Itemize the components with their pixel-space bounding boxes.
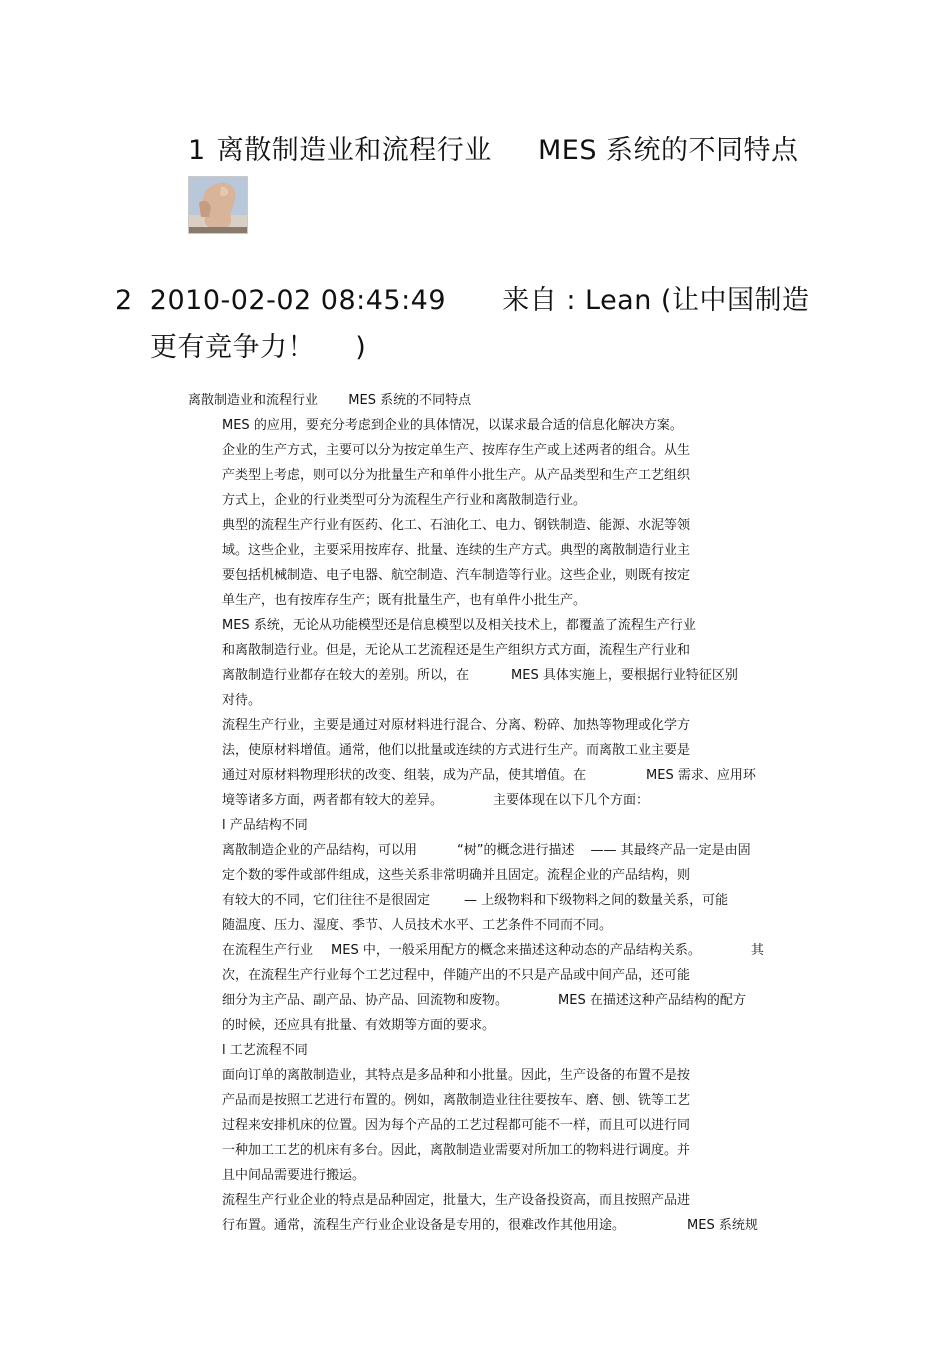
heading-1-number: 1	[188, 135, 206, 166]
line-text: 离散制造企业的产品结构，可以用	[222, 843, 418, 858]
article-subtitle	[188, 389, 471, 408]
body-line	[222, 589, 586, 608]
line-text: 离散制造行业都存在较大的差别。所以，在	[222, 668, 470, 683]
line-text: l 工艺流程不同	[222, 1043, 308, 1058]
line-text: MES 需求、应用环	[646, 768, 756, 783]
body-line	[222, 639, 690, 658]
section-heading-process-flow	[222, 1039, 308, 1058]
body-line	[222, 1014, 495, 1033]
body-line	[222, 1214, 758, 1233]
body-line	[222, 914, 612, 933]
line-text: 过程来安排机床的位置。因为每个产品的工艺过程都可能不一样，而且可以进行同	[222, 1118, 691, 1133]
body-line	[222, 964, 690, 983]
body-line	[222, 689, 261, 708]
line-text: 方式上，企业的行业类型可分为流程生产行业和离散制造行业。	[222, 493, 587, 508]
body-line	[222, 1139, 690, 1158]
line-text: 的时候，还应具有批量、有效期等方面的要求。	[222, 1018, 496, 1033]
body-line	[222, 739, 690, 758]
body-line	[222, 1089, 690, 1108]
heading-1-text-a: 离散制造业和流程行业	[216, 135, 492, 166]
line-text: 在流程生产行业	[222, 943, 314, 958]
body-line	[222, 889, 728, 908]
line-text: MES 系统，无论从功能模型还是信息模型以及相关技术上，都覆盖了流程生产行业	[222, 618, 696, 633]
line-text: 域。这些企业，主要采用按库存、批量、连续的生产方式。典型的离散制造行业主	[222, 543, 691, 558]
body-line	[222, 1114, 690, 1133]
line-text: 产类型上考虑，则可以分为批量生产和单件小批生产。从产品类型和生产工艺组织	[222, 468, 691, 483]
line-text: MES 在描述这种产品结构的配方	[558, 993, 746, 1008]
post-source: 来自 : Lean (让中国制造	[502, 285, 810, 316]
line-text: MES 系统规	[687, 1218, 758, 1233]
line-text: 要包括机械制造、电子电器、航空制造、汽车制造等行业。这些企业，则既有按定	[222, 568, 691, 583]
body-line	[222, 939, 764, 958]
body-line	[222, 514, 690, 533]
subtitle-b: MES 系统的不同特点	[348, 393, 472, 408]
body-line	[222, 839, 751, 858]
line-text: 单生产，也有按库存生产；既有批量生产，也有单件小批生产。	[222, 593, 587, 608]
body-line	[222, 414, 683, 433]
line-text: 和离散制造行业。但是，无论从工艺流程还是生产组织方式方面，流程生产行业和	[222, 643, 691, 658]
body-line	[222, 439, 690, 458]
body-line	[222, 864, 690, 883]
line-text: “树”的概念进行描述	[457, 843, 575, 858]
line-text: MES 中，一般采用配方的概念来描述这种动态的产品结构关系。	[331, 943, 701, 958]
heading-2-continuation	[150, 325, 366, 364]
line-text: 随温度、压力、湿度、季节、人员技术水平、工艺条件不同而不同。	[222, 918, 613, 933]
line-text: 法，使原材料增值。通常，他们以批量或连续的方式进行生产。而离散工业主要是	[222, 743, 691, 758]
heading-2	[115, 278, 809, 317]
line-text: 行布置。通常，流程生产行业企业设备是专用的，很难改作其他用途。	[222, 1218, 626, 1233]
line-text: 企业的生产方式，主要可以分为按定单生产、按库存生产或上述两者的组合。从生	[222, 443, 691, 458]
line-text: 有较大的不同，它们往往不是很固定	[222, 893, 431, 908]
line-text: 面向订单的离散制造业，其特点是多品种和小批量。因此，生产设备的布置不是按	[222, 1068, 691, 1083]
line-text: 细分为主产品、副产品、协产品、回流物和废物。	[222, 993, 509, 1008]
body-line	[222, 464, 690, 483]
line-text: 次，在流程生产行业每个工艺过程中，伴随产出的不只是产品或中间产品，还可能	[222, 968, 691, 983]
line-text: 境等诸多方面，两者都有较大的差异。	[222, 793, 444, 808]
body-line	[222, 789, 649, 808]
body-line	[222, 664, 738, 683]
post-timestamp: 2010-02-02 08:45:49	[149, 285, 447, 316]
line-text: — 上级物料和下级物料之间的数量关系，可能	[464, 893, 729, 908]
post-source-cont-b: )	[355, 332, 367, 363]
body-line	[222, 989, 746, 1008]
line-text: 产品而是按照工艺进行布置的。例如，离散制造业往往要按车、磨、刨、铣等工艺	[222, 1093, 691, 1108]
line-text: 定个数的零件或部件组成，这些关系非常明确并且固定。流程企业的产品结构，则	[222, 868, 691, 883]
heading-1	[188, 128, 799, 167]
line-text: MES 的应用，要充分考虑到企业的具体情况，以谋求最合适的信息化解决方案。	[222, 418, 683, 433]
line-text: 对待。	[222, 693, 262, 708]
line-text: l 产品结构不同	[222, 818, 308, 833]
line-text: 流程生产行业企业的特点是品种固定，批量大，生产设备投资高，而且按照产品进	[222, 1193, 691, 1208]
subtitle-a: 离散制造业和流程行业	[188, 393, 319, 408]
heading-2-number: 2	[115, 285, 133, 316]
body-line	[222, 1064, 690, 1083]
heading-1-text-b: MES 系统的不同特点	[537, 135, 799, 166]
line-text: —— 其最终产品一定是由固	[590, 843, 751, 858]
section-heading-product-structure	[222, 814, 308, 833]
body-line	[222, 714, 690, 733]
avatar-figure-icon	[189, 177, 247, 233]
line-text: 流程生产行业，主要是通过对原材料进行混合、分离、粉碎、加热等物理或化学方	[222, 718, 691, 733]
line-text: 一种加工工艺的机床有多台。因此，离散制造业需要对所加工的物料进行调度。并	[222, 1143, 691, 1158]
line-text: 其	[750, 943, 764, 958]
line-text: 且中间品需要进行搬运。	[222, 1168, 366, 1183]
body-line	[222, 564, 690, 583]
line-text: MES 具体实施上，要根据行业特征区别	[511, 668, 738, 683]
author-avatar	[188, 176, 248, 234]
body-line	[222, 764, 756, 783]
body-line	[222, 614, 696, 633]
body-line	[222, 489, 586, 508]
line-text: 主要体现在以下几个方面：	[493, 793, 650, 808]
body-line	[222, 1164, 365, 1183]
body-line	[222, 1189, 690, 1208]
line-text: 通过对原材料物理形状的改变、组装，成为产品，使其增值。在	[222, 768, 587, 783]
post-source-cont-a: 更有竞争力！	[150, 332, 315, 363]
line-text: 典型的流程生产行业有医药、化工、石油化工、电力、钢铁制造、能源、水泥等领	[222, 518, 691, 533]
body-line	[222, 539, 690, 558]
